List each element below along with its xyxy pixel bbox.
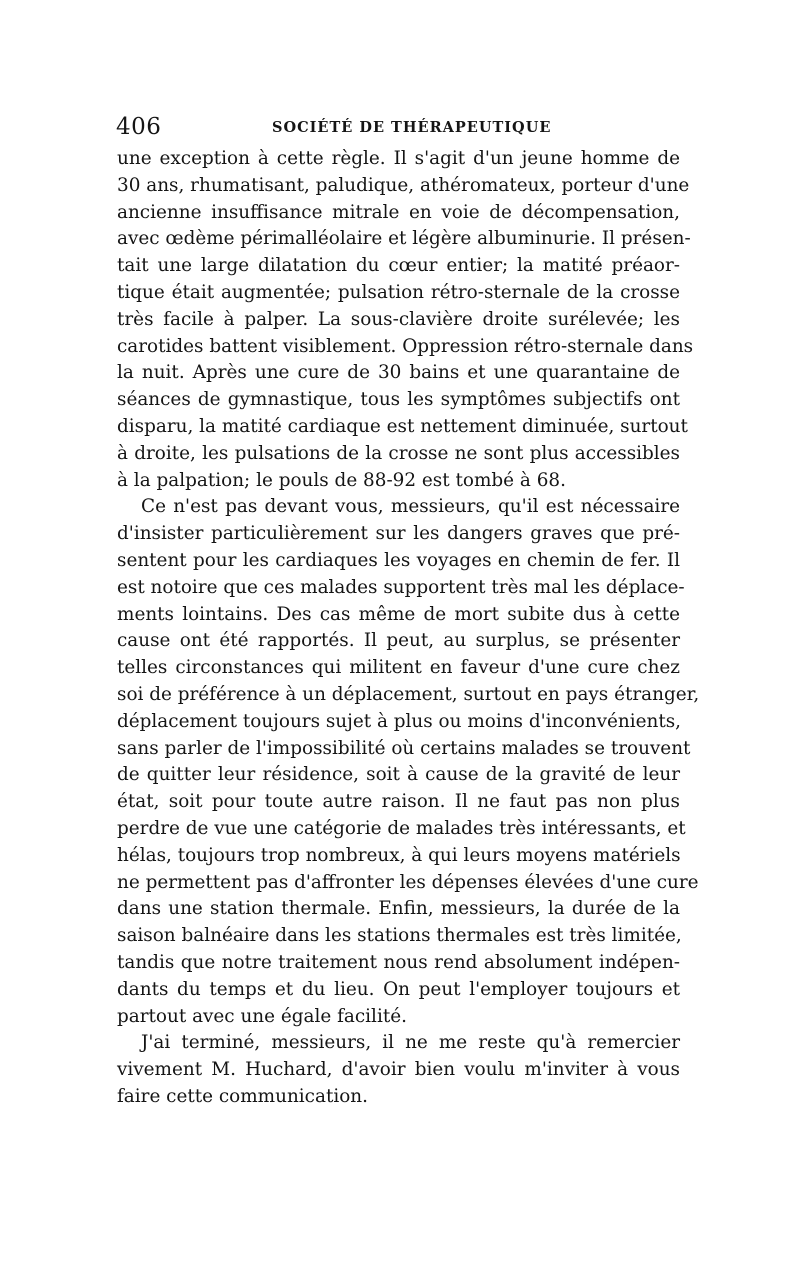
text-line: ments lointains. Des cas même de mort subite dus à cette xyxy=(117,603,680,625)
text-line: sans parler de l'impossibilité où certains malades se trouvent xyxy=(117,737,691,759)
text-line: partout avec une égale facilité. xyxy=(117,1005,407,1027)
text-line: 30 ans, rhumatisant, paludique, athéromateux, porteur d'une xyxy=(117,174,690,196)
text-line: tait une large dilatation du cœur entier; la matité préaor- xyxy=(117,255,680,277)
text-line: avec œdème périmalléolaire et légère albuminurie. Il présen- xyxy=(117,228,691,250)
text-line: très facile à palper. La sous-clavière droite surélevée; les xyxy=(117,308,680,330)
running-title: SOCIÉTÉ DE THÉRAPEUTIQUE xyxy=(272,119,552,136)
text-line: dants du temps et du lieu. On peut l'employer toujours et xyxy=(117,978,680,1000)
paragraph-2 xyxy=(117,494,700,1030)
text-line: perdre de vue une catégorie de malades très intéressants, et xyxy=(117,817,686,839)
text-line: J'ai terminé, messieurs, il ne me reste qu'à remercier xyxy=(141,1032,680,1054)
text-line: tique était augmentée; pulsation rétro-sternale de la crosse xyxy=(117,281,680,303)
text-line: telles circonstances qui militent en faveur d'une cure chez xyxy=(117,657,680,679)
text-line: carotides battent visiblement. Oppression rétro-sternale dans xyxy=(117,335,694,357)
text-line: d'insister particulièrement sur les dangers graves que pré- xyxy=(117,523,680,545)
text-line: disparu, la matité cardiaque est nettement diminuée, surtout xyxy=(117,415,688,437)
text-line: déplacement toujours sujet à plus ou moins d'inconvénients, xyxy=(117,710,682,732)
page-number: 406 xyxy=(116,114,162,140)
text-line: tandis que notre traitement nous rend absolument indépen- xyxy=(117,951,680,973)
text-line: Ce n'est pas devant vous, messieurs, qu'il est nécessaire xyxy=(141,496,680,518)
text-line: état, soit pour toute autre raison. Il ne faut pas non plus xyxy=(117,791,680,813)
text-line: de quitter leur résidence, soit à cause de la gravité de leur xyxy=(117,764,680,786)
text-line: ancienne insuffisance mitrale en voie de décompensation, xyxy=(117,201,680,223)
text-line: séances de gymnastique, tous les symptômes subjectifs ont xyxy=(117,389,680,411)
text-line: cause ont été rapportés. Il peut, au surplus, se présenter xyxy=(117,630,680,652)
text-line: saison balnéaire dans les stations thermales est très limitée, xyxy=(117,925,682,947)
page-header xyxy=(116,114,680,146)
text-line: faire cette communication. xyxy=(117,1085,368,1107)
text-line: ne permettent pas d'affronter les dépenses élevées d'une cure xyxy=(117,871,699,893)
text-line: soi de préférence à un déplacement, surtout en pays étranger, xyxy=(117,683,700,705)
text-line: une exception à cette règle. Il s'agit d'un jeune homme de xyxy=(117,148,680,169)
paragraph-3 xyxy=(117,1030,680,1110)
text-line: la nuit. Après une cure de 30 bains et une quarantaine de xyxy=(117,362,680,384)
paragraph-1 xyxy=(117,146,694,494)
text-line: vivement M. Huchard, d'avoir bien voulu m'inviter à vous xyxy=(117,1059,680,1081)
text-line: à droite, les pulsations de la crosse ne sont plus accessibles xyxy=(117,442,680,464)
body-text xyxy=(117,146,700,1111)
text-line: hélas, toujours trop nombreux, à qui leurs moyens matériels xyxy=(117,844,681,866)
text-line: dans une station thermale. Enfin, messieurs, la durée de la xyxy=(117,898,680,920)
text-line: sentent pour les cardiaques les voyages en chemin de fer. Il xyxy=(117,549,680,571)
text-line: à la palpation; le pouls de 88-92 est tombé à 68. xyxy=(117,469,566,491)
text-line: est notoire que ces malades supportent très mal les déplace- xyxy=(117,576,685,598)
